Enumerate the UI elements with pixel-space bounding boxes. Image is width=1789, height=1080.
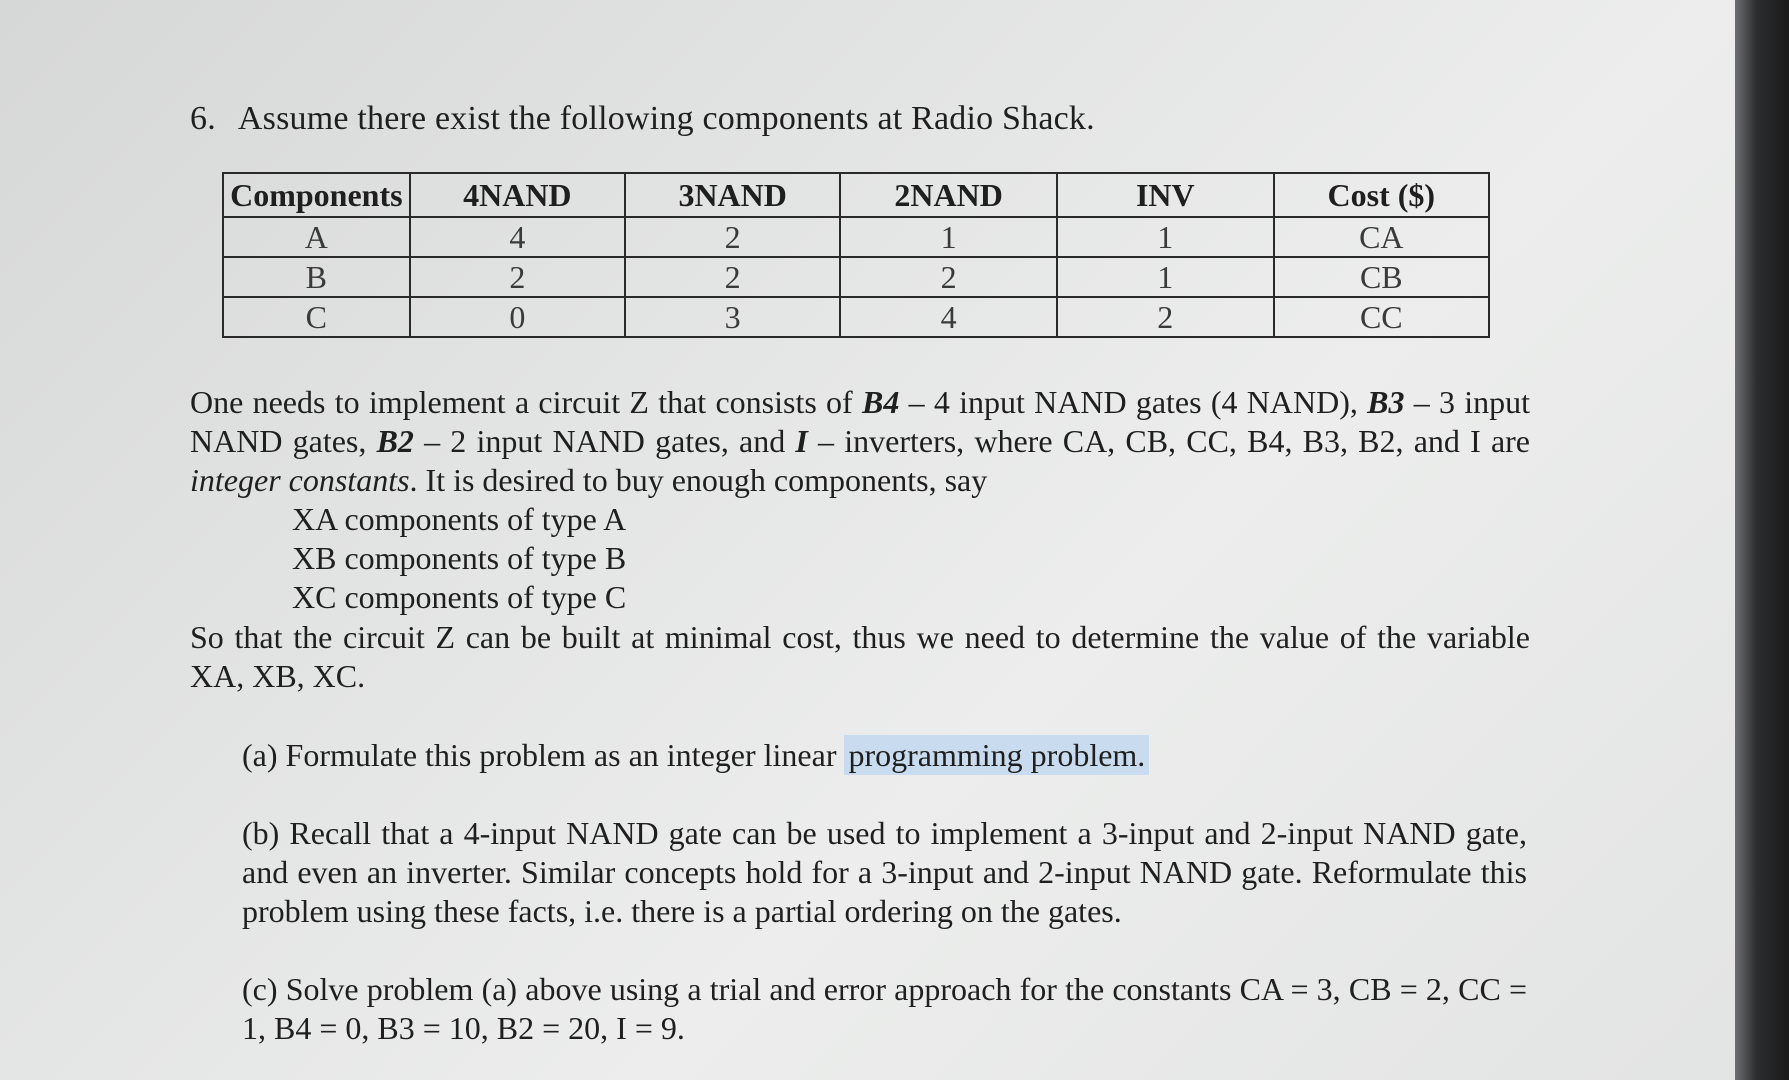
objective-paragraph: So that the circuit Z can be built at minimal cost, thus we need to determine the value of the variable XA, XB, XC. <box>190 619 1530 694</box>
table-cell: 4 <box>840 297 1057 337</box>
table-header-cell: INV <box>1057 173 1274 217</box>
emphasis-text: integer constants <box>190 462 410 498</box>
table-cell: 2 <box>625 217 840 257</box>
subquestion-c: (c) Solve problem (a) above using a trial and error approach for the constants CA = 3, CB = 2, CC = 1, B4 = 0, B3 = 10, B2 = 20, I = 9. <box>242 971 1527 1046</box>
table-cell: 2 <box>840 257 1057 297</box>
table-cell: 2 <box>410 257 625 297</box>
table-cell: CB <box>1274 257 1489 297</box>
selected-text-highlight[interactable]: programming problem. <box>844 735 1149 775</box>
table-cell: 2 <box>625 257 840 297</box>
question-title-text: Assume there exist the following components at Radio Shack. <box>237 100 1095 137</box>
paragraph-text: – 2 input NAND gates, and <box>413 423 796 459</box>
table-row <box>223 217 1489 257</box>
table-header-cell: Cost ($) <box>1274 173 1489 217</box>
list-item: XA components of type A <box>292 501 627 537</box>
table-cell: 1 <box>840 217 1057 257</box>
table-cell: 4 <box>410 217 625 257</box>
table-cell: B <box>223 257 410 297</box>
table-header-row <box>223 173 1489 217</box>
table-row <box>223 257 1489 297</box>
paragraph-text: . It is desired to buy enough components, say <box>409 462 988 498</box>
table-header-cell: 3NAND <box>625 173 840 217</box>
table-header-cell: 4NAND <box>410 173 625 217</box>
table-cell: C <box>223 297 410 337</box>
table-cell: CA <box>1274 217 1489 257</box>
subquestion-a <box>242 736 1527 775</box>
subquestion-b: (b) Recall that a 4-input NAND gate can be used to implement a 3-input and 2-input NAND gate, and even an inverter. Similar concepts hold for a 3-input and 2-input NAND gate. Reformulate this problem using these facts, i.e. there is a partial ordering on the gates. <box>242 815 1527 929</box>
paragraph-text: – inverters, where CA, CB, CC, B4, B3, B2, and I are <box>807 423 1530 459</box>
problem-description <box>190 383 1530 617</box>
subquestion-a-text: (a) Formulate this problem as an integer linear <box>242 737 845 773</box>
components-table <box>222 172 1490 338</box>
paragraph-text: – 3 input NAND gates, <box>190 384 1531 459</box>
table-row <box>223 297 1489 337</box>
table-header-cell: Components <box>223 173 410 217</box>
monitor-bezel <box>1735 0 1789 1080</box>
table-cell: A <box>223 217 410 257</box>
table-cell: 1 <box>1057 217 1274 257</box>
component-list <box>190 500 1530 617</box>
problem-paragraph <box>190 383 1530 500</box>
table-cell: CC <box>1274 297 1489 337</box>
variable-b4: B4 <box>861 384 900 420</box>
table-cell: 1 <box>1057 257 1274 297</box>
paragraph-text: – 4 input NAND gates (4 NAND), <box>899 384 1368 420</box>
variable-b3: B3 <box>1367 384 1405 420</box>
table-header-cell: 2NAND <box>840 173 1057 217</box>
list-item: XB components of type B <box>292 540 627 576</box>
table-cell: 0 <box>410 297 625 337</box>
variable-i: I <box>795 423 808 459</box>
table-cell: 3 <box>625 297 840 337</box>
list-item: XC components of type C <box>292 579 627 615</box>
question-title <box>190 100 1095 138</box>
variable-b2: B2 <box>376 423 414 459</box>
paragraph-text: One needs to implement a circuit Z that consists of <box>190 384 862 420</box>
question-number: 6. <box>190 100 216 137</box>
table-cell: 2 <box>1057 297 1274 337</box>
